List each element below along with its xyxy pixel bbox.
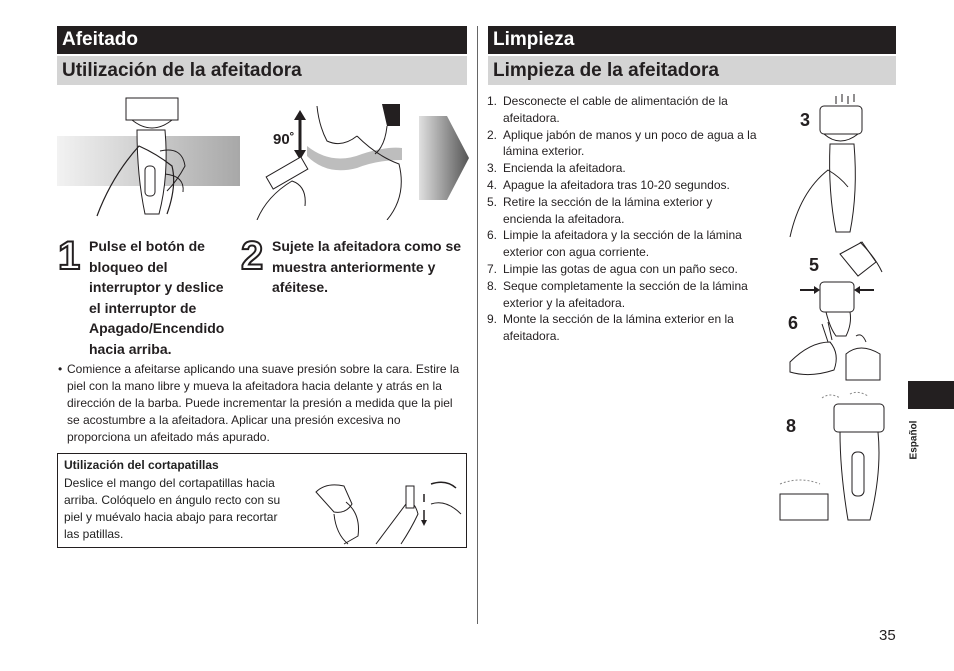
list-item: 3. Encienda la afeitadora. [487, 161, 626, 176]
list-item: 4. Apague la afeitadora tras 10-20 segundos. [487, 177, 730, 192]
figure-label-3: 3 [800, 110, 811, 130]
list-item: 7. Limpie las gotas de agua con un paño seco. [487, 261, 738, 276]
list-item: 8. Seque completamente la sección de la lámina exterior y la afeitadora. [487, 278, 748, 310]
shaving-note [58, 361, 463, 446]
list-item: 2. Aplique jabón de manos y un poco de agua a la lámina exterior. [487, 127, 757, 159]
language-tab [908, 381, 954, 409]
figure-label-6: 6 [788, 313, 799, 333]
cleaning-steps-list [487, 93, 759, 345]
figure-label-8: 8 [786, 416, 797, 436]
subtitle-limpieza: Limpieza de la afeitadora [488, 56, 896, 85]
trimmer-illustration [306, 474, 466, 546]
shaving-illustration [57, 96, 469, 220]
subtitle-utilizacion: Utilización de la afeitadora [57, 56, 467, 85]
step-2-number: 2 [241, 234, 264, 278]
trimmer-box [57, 453, 467, 548]
note-text: Comience a afeitarse aplicando una suave presión sobre la cara. Estire la piel con la mano libre y mueva la afeitadora hacia delante y atrás en la dirección de la barba. Puede incrementar la presión a medida que la piel se acostumbre a la afeitadora. Aplicar una presión excesiva no proporciona un afeitado más apurado. [67, 362, 460, 444]
step-1-text: Pulse el botón de bloqueo del interruptor y deslice el interruptor de Apagado/Encendido hacia arriba. [89, 238, 225, 357]
section-title-limpieza: Limpieza [488, 26, 896, 54]
page-number: 35 [879, 627, 896, 644]
list-item: 6. Limpie la afeitadora y la sección de la lámina exterior con agua corriente. [487, 228, 742, 260]
list-item: 5. Retire la sección de la lámina exterior y encienda la afeitadora. [487, 194, 713, 226]
trimmer-box-text: Deslice el mango del cortapatillas hacia arriba. Colóquelo en ángulo recto con su piel y muévalo hacia abajo para recortar las patillas. [64, 476, 281, 541]
column-divider [477, 26, 478, 624]
note-bullet: • [58, 362, 63, 376]
language-label: Español [908, 420, 920, 460]
cleaning-illustrations [770, 92, 890, 524]
step-2-text: Sujete la afeitadora como se muestra anteriormente y aféitese. [272, 238, 462, 295]
trimmer-box-title: Utilización del cortapatillas [64, 458, 219, 472]
step-1-number: 1 [58, 234, 81, 278]
section-title-afeitado: Afeitado [57, 26, 467, 54]
list-item: 9. Monte la sección de la lámina exterior en la afeitadora. [487, 312, 734, 344]
list-item: 1. Desconecte el cable de alimentación de la afeitadora. [487, 94, 728, 125]
angle-label: 90˚ [273, 131, 295, 148]
figure-label-5: 5 [809, 255, 820, 275]
